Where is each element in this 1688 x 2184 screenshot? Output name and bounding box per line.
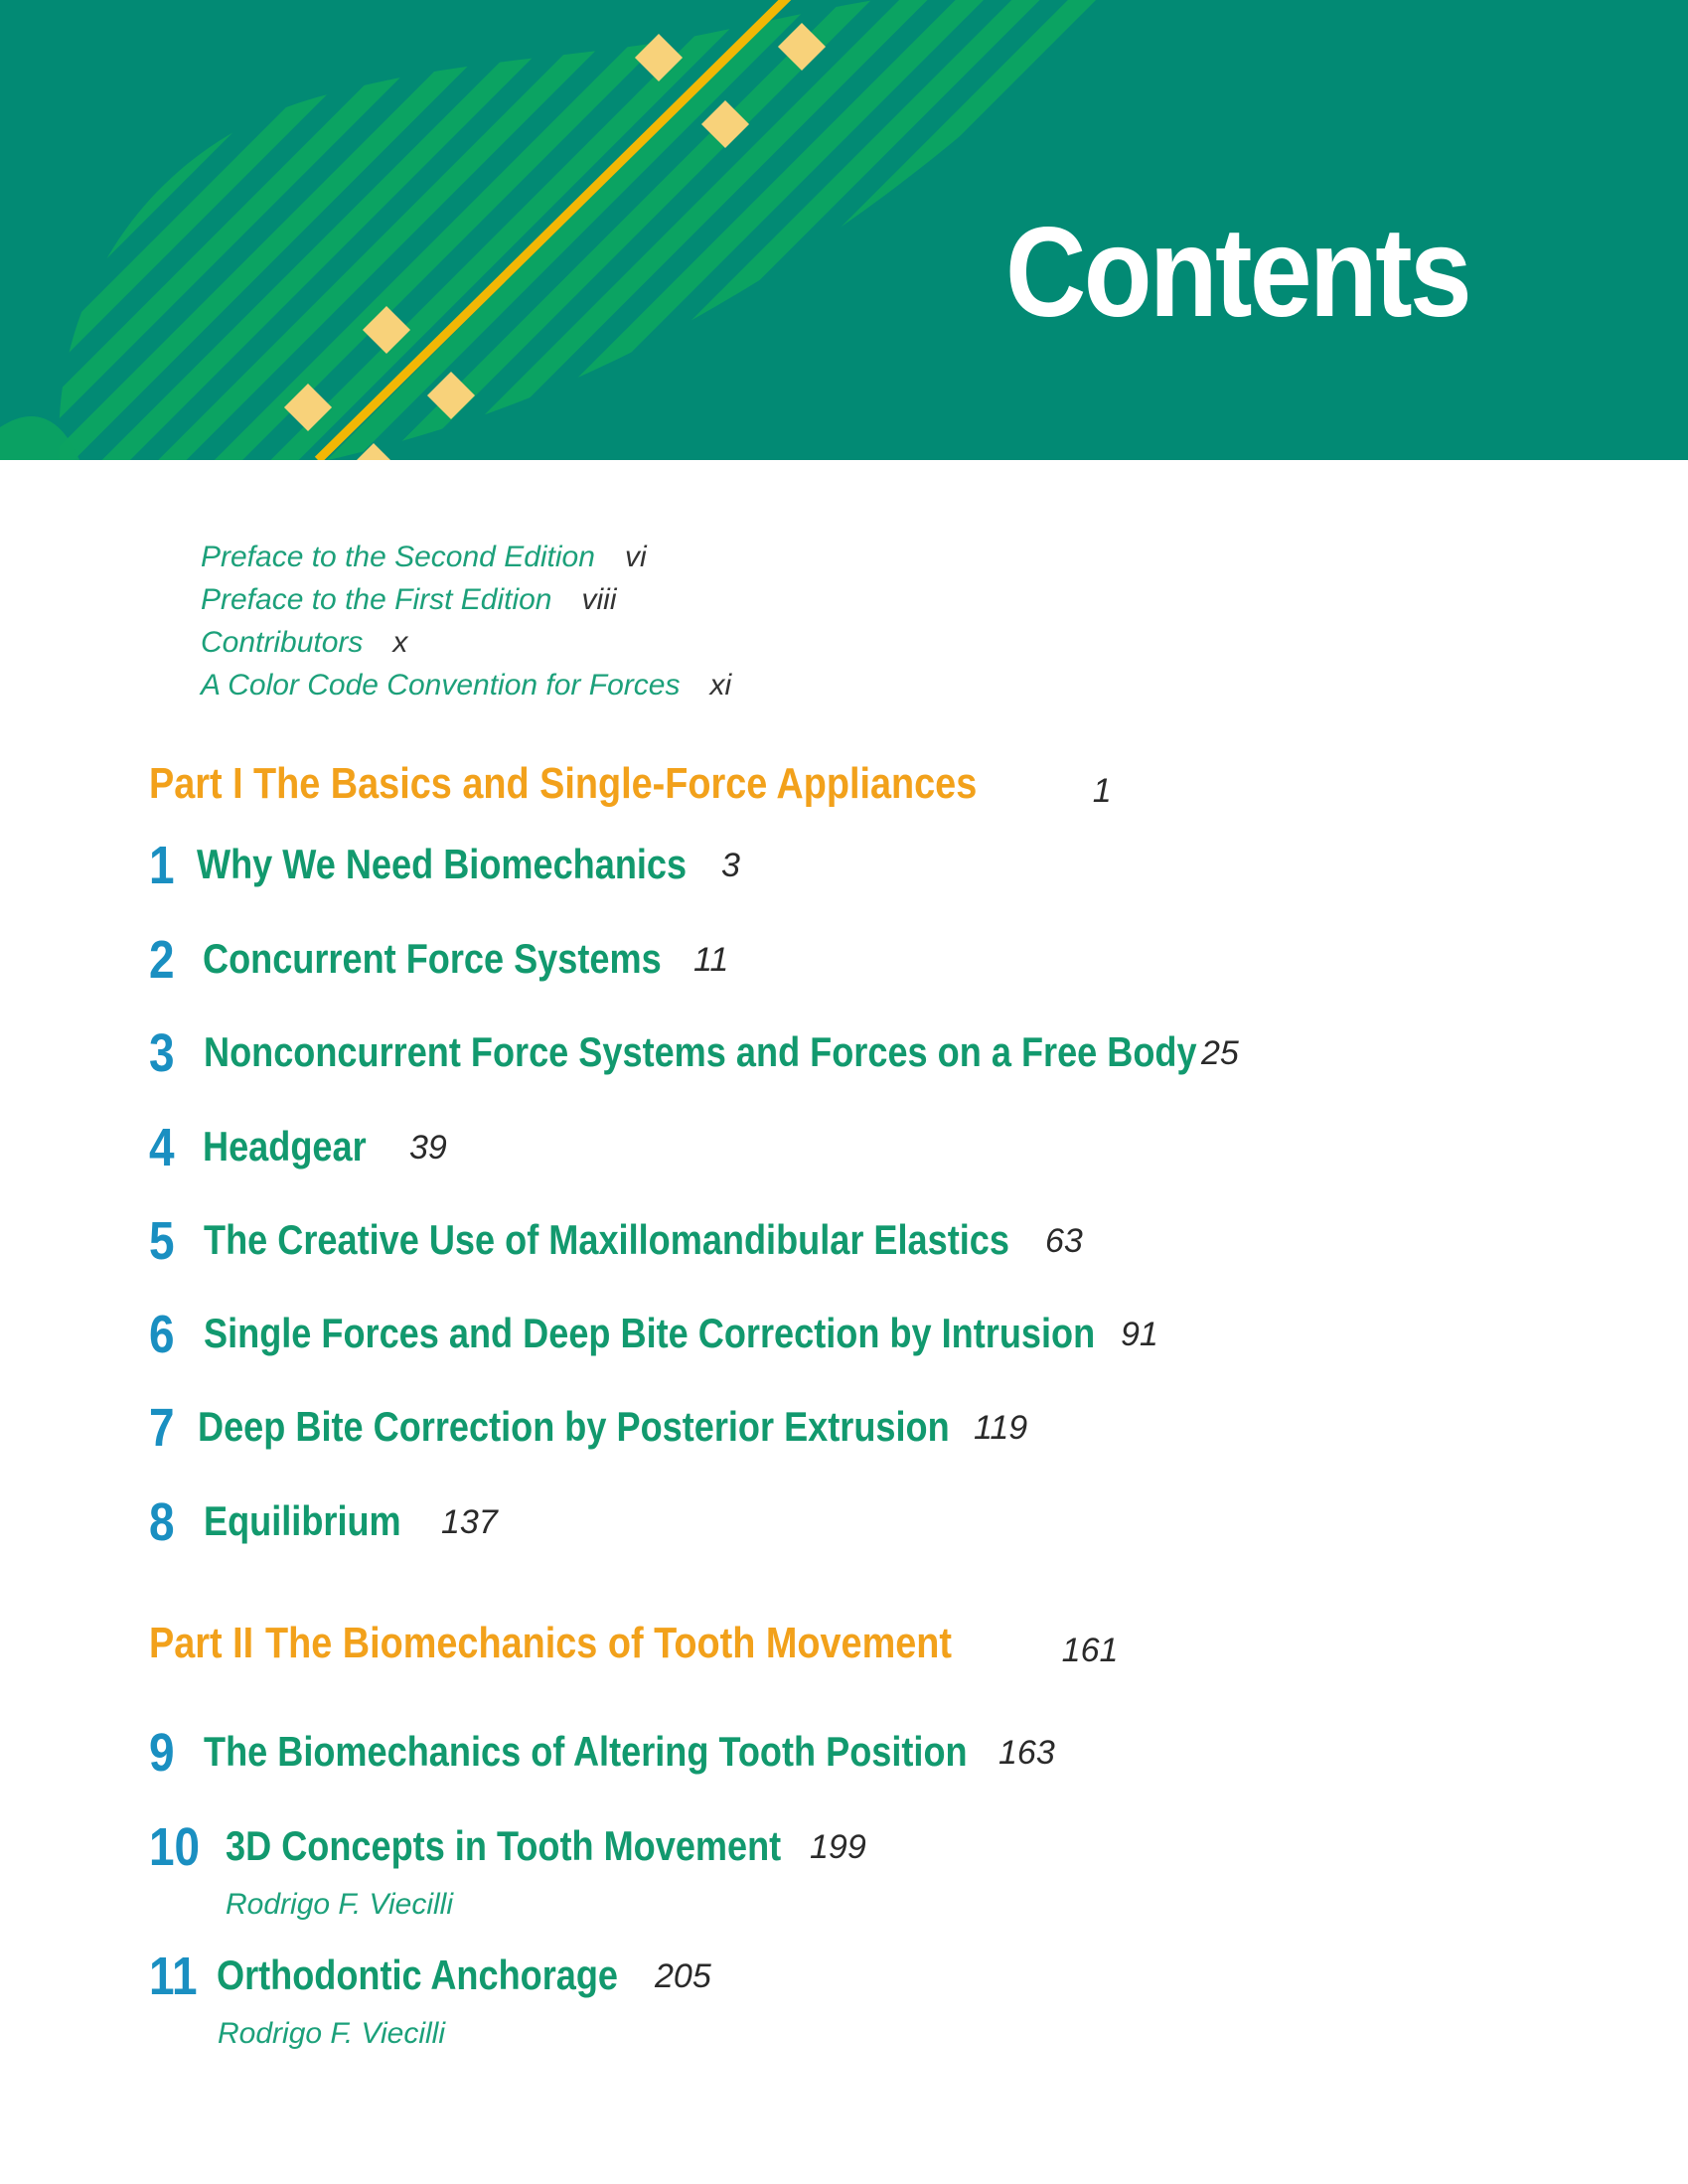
chapter-title: Concurrent Force Systems (203, 935, 662, 982)
chapter-number: 6 (149, 1305, 175, 1364)
chapter-title: The Creative Use of Maxillomandibular Elastics (204, 1216, 1009, 1263)
chapter-number: 3 (149, 1023, 175, 1083)
chapter-entry-10[interactable] (149, 1816, 866, 1921)
chapter-page: 205 (655, 1957, 711, 1995)
front-matter-page: xi (709, 669, 732, 702)
chapter-author: Rodrigo F. Viecilli (218, 2017, 445, 2050)
chapter-page: 3 (721, 847, 740, 884)
part-page: 1 (1092, 772, 1112, 810)
chapter-entry-5[interactable] (149, 1210, 1083, 1272)
front-matter-item[interactable] (201, 538, 647, 577)
front-matter-title: Preface to the Second Edition (201, 541, 595, 573)
chapter-number: 8 (149, 1492, 175, 1552)
front-matter-item[interactable] (201, 623, 407, 663)
part-label: Part II (149, 1619, 254, 1667)
chapter-page: 91 (1121, 1316, 1158, 1353)
chapter-author: Rodrigo F. Viecilli (226, 1888, 453, 1921)
chapter-page: 119 (974, 1409, 1028, 1447)
chapter-entry-9[interactable] (149, 1722, 1055, 1784)
chapter-title: Nonconcurrent Force Systems and Forces on a Free Body (204, 1028, 1197, 1075)
chapter-entry-6[interactable] (149, 1304, 1158, 1365)
chapter-number: 10 (149, 1817, 201, 1877)
chapter-entry-11[interactable] (149, 1946, 711, 2050)
chapter-entry-1[interactable] (149, 835, 740, 896)
chapter-number: 9 (149, 1723, 175, 1783)
chapter-entry-4[interactable] (149, 1117, 447, 1178)
chapter-number: 11 (149, 1947, 198, 2006)
chapter-page: 11 (693, 941, 729, 979)
front-matter-item[interactable] (201, 666, 731, 705)
front-matter-title: Preface to the First Edition (201, 583, 552, 616)
chapter-entry-3[interactable] (149, 1022, 1239, 1084)
part-page: 161 (1061, 1632, 1119, 1669)
chapter-page: 25 (1201, 1034, 1239, 1072)
chapter-page: 199 (810, 1828, 866, 1866)
chapter-number: 7 (149, 1398, 175, 1458)
header-banner (0, 0, 1688, 460)
chapter-title: 3D Concepts in Tooth Movement (226, 1822, 782, 1869)
chapter-title: Equilibrium (204, 1497, 401, 1544)
front-matter-title: A Color Code Convention for Forces (201, 669, 681, 702)
chapter-number: 1 (149, 836, 175, 895)
chapter-page: 137 (441, 1503, 498, 1541)
part-title: The Biomechanics of Tooth Movement (264, 1619, 952, 1667)
chapter-title: Headgear (203, 1123, 367, 1170)
part-title: The Basics and Single-Force Appliances (252, 759, 977, 808)
chapter-title: The Biomechanics of Altering Tooth Position (204, 1728, 968, 1775)
front-matter-item[interactable] (201, 580, 617, 620)
chapter-number: 4 (149, 1118, 175, 1177)
part-heading-1[interactable] (149, 759, 1112, 809)
front-matter-title: Contributors (201, 626, 364, 659)
chapter-title: Orthodontic Anchorage (217, 1951, 619, 1998)
chapter-entry-8[interactable] (149, 1491, 498, 1553)
chapter-entry-2[interactable] (149, 929, 729, 991)
chapter-page: 163 (998, 1734, 1055, 1772)
part-label: Part I (149, 759, 243, 808)
front-matter-page: x (392, 626, 408, 659)
page-title: Contents (1005, 202, 1469, 344)
part-heading-2[interactable] (149, 1619, 1118, 1668)
chapter-page: 39 (409, 1129, 447, 1167)
front-matter-page: vi (624, 541, 647, 573)
chapter-title: Single Forces and Deep Bite Correction by Intrusion (204, 1310, 1096, 1356)
chapter-page: 63 (1045, 1222, 1083, 1260)
chapter-entry-7[interactable] (149, 1397, 1028, 1459)
chapter-title: Deep Bite Correction by Posterior Extrusion (198, 1403, 950, 1450)
front-matter-page: viii (581, 583, 617, 616)
chapter-title: Why We Need Biomechanics (197, 841, 688, 887)
chapter-number: 2 (149, 930, 175, 990)
chapter-number: 5 (149, 1211, 175, 1271)
